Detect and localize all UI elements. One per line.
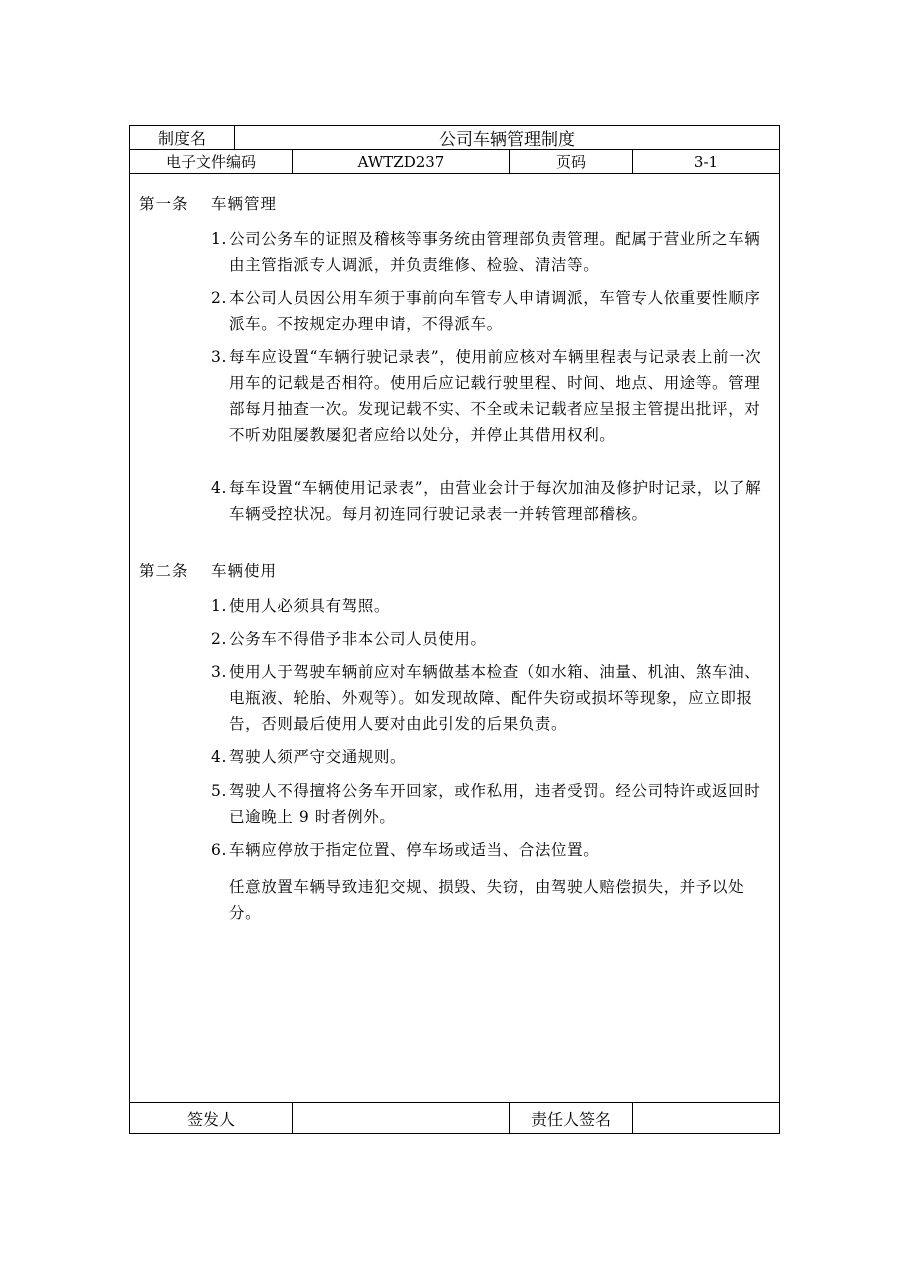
file-code-label: 电子文件编码: [130, 150, 293, 173]
list-item: [211, 285, 771, 337]
signer-label: 签发人: [130, 1103, 293, 1133]
policy-body: [130, 175, 779, 1102]
list-item: [211, 344, 771, 448]
list-item: [211, 475, 771, 527]
list-item: [211, 744, 771, 770]
item-number: 2.: [211, 289, 227, 307]
section-heading: [139, 559, 277, 581]
header-row-title: [130, 126, 779, 150]
section-number: 第一条: [139, 195, 189, 213]
policy-title: 公司车辆管理制度: [439, 130, 575, 150]
section-number: 第二条: [139, 562, 189, 580]
page-number-value: 3-1: [693, 152, 719, 171]
item-number: 5.: [211, 782, 227, 800]
item-number: 4.: [211, 748, 227, 766]
item-number: 3.: [211, 663, 227, 681]
item-text: 公司公务车的证照及稽核等事务统由管理部负责管理。配属于营业所之车辆由主管指派专人调派，并负责维修、检验、清洁等。: [229, 230, 761, 274]
item-number: 1.: [211, 597, 227, 615]
header-row-code: [130, 150, 779, 174]
list-item: [211, 659, 771, 737]
file-code-value: AWTZD237: [293, 150, 510, 173]
item-number: 3.: [211, 348, 227, 366]
item-text: 驾驶人不得擅将公务车开回家，或作私用，违者受罚。经公司特许或返回时已逾晚上 9 时者例外。: [229, 782, 761, 826]
item-text: 本公司人员因公用车须于事前向车管专人申请调派，车管专人依重要性顺序派车。不按规定办理申请，不得派车。: [229, 289, 761, 333]
item-text: 每车设置“车辆使用记录表”，由营业会计于每次加油及修护时记录，以了解车辆受控状况。每月初连同行驶记录表一并转管理部稽核。: [229, 479, 762, 523]
document-form: [129, 125, 780, 1134]
signature-row: [130, 1102, 779, 1133]
item-number: 1.: [211, 230, 227, 248]
item-number: 6.: [211, 841, 227, 859]
item-note: 任意放置车辆导致违犯交规、损毁、失窃，由驾驶人赔偿损失，并予以处分。: [229, 878, 745, 922]
page-number-label: 页码: [510, 150, 633, 173]
list-item: [211, 226, 771, 278]
policy-name-label: 制度名: [130, 126, 235, 149]
responsible-signature-label: 责任人签名: [510, 1103, 633, 1133]
item-number: 2.: [211, 630, 227, 648]
item-text: 使用人必须具有驾照。: [229, 597, 391, 615]
list-item: [211, 778, 771, 830]
list-item: [211, 593, 771, 619]
signer-field[interactable]: [293, 1103, 510, 1133]
item-text: 公务车不得借予非本公司人员使用。: [229, 630, 487, 648]
item-text: 车辆应停放于指定位置、停车场或适当、合法位置。: [229, 841, 600, 859]
list-item: [211, 626, 771, 652]
list-item: [211, 837, 771, 863]
item-text: 使用人于驾驶车辆前应对车辆做基本检查（如水箱、油量、机油、煞车油、电瓶液、轮胎、外观等）。如发现故障、配件失窃或损坏等现象，应立即报告，否则最后使用人要对由此引发的后果负责。: [229, 663, 761, 733]
item-text: 每车应设置“车辆行驶记录表”，使用前应核对车辆里程表与记录表上前一次用车的记载是否相符。使用后应记载行驶里程、时间、地点、用途等。管理部每月抽查一次。发现记载不实、不全或未记载者应呈报主管提出批评，对不听劝阻屡教屡犯者应给以处分，并停止其借用权利。: [229, 348, 762, 444]
section-heading: [139, 192, 277, 214]
section-title: 车辆使用: [211, 562, 278, 580]
item-number: 4.: [211, 479, 227, 497]
responsible-signature-field[interactable]: [633, 1103, 779, 1133]
section-title: 车辆管理: [211, 195, 278, 213]
item-text: 驾驶人须严守交通规则。: [229, 748, 407, 766]
